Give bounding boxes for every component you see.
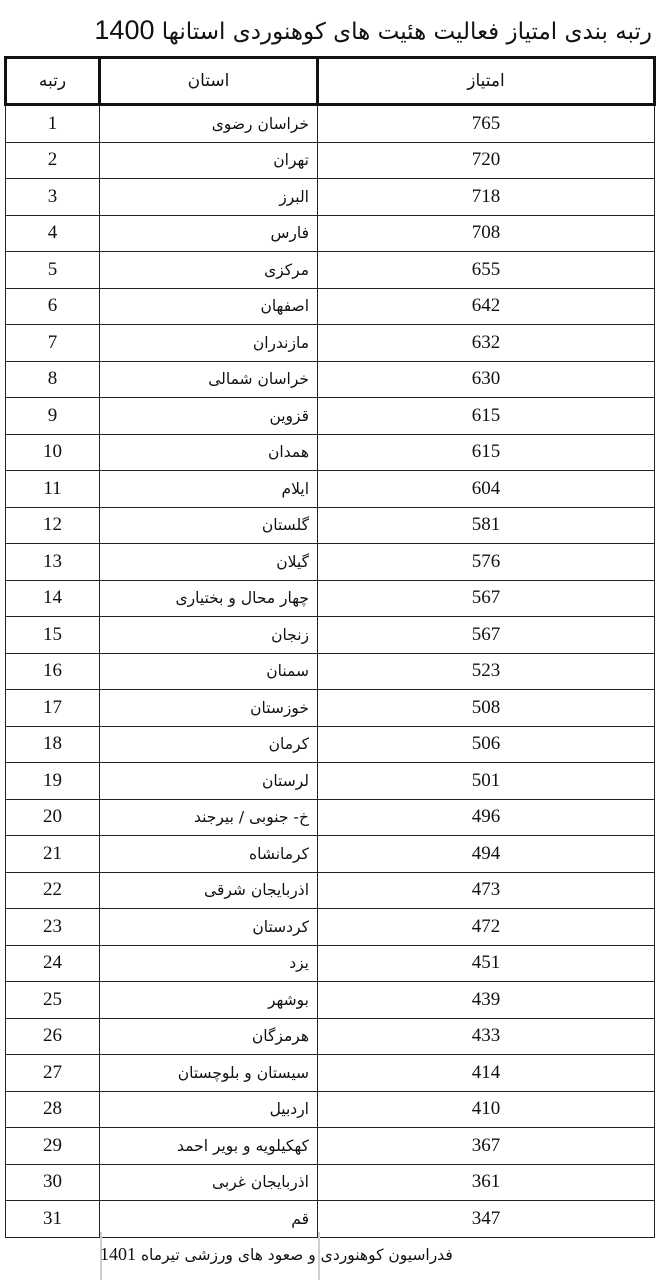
score-cell: 347 <box>318 1201 655 1238</box>
table-row <box>6 1055 655 1092</box>
score-cell: 439 <box>318 982 655 1019</box>
table-row <box>6 361 655 398</box>
rank-cell: 5 <box>6 252 100 289</box>
table-body <box>6 105 655 1238</box>
score-cell: 451 <box>318 945 655 982</box>
score-cell: 472 <box>318 909 655 946</box>
rank-cell: 31 <box>6 1201 100 1238</box>
score-cell: 567 <box>318 617 655 654</box>
score-cell: 508 <box>318 690 655 727</box>
score-cell: 576 <box>318 544 655 581</box>
province-cell: قزوین <box>100 398 318 435</box>
province-cell: گیلان <box>100 544 318 581</box>
province-cell: خراسان رضوی <box>100 105 318 143</box>
province-cell: زنجان <box>100 617 318 654</box>
rank-cell: 23 <box>6 909 100 946</box>
rank-cell: 28 <box>6 1091 100 1128</box>
province-cell: کرمانشاه <box>100 836 318 873</box>
rank-cell: 1 <box>6 105 100 143</box>
province-cell: مرکزی <box>100 252 318 289</box>
rank-cell: 18 <box>6 726 100 763</box>
rank-cell: 17 <box>6 690 100 727</box>
table-row <box>6 1091 655 1128</box>
province-cell: چهار محال و بختیاری <box>100 580 318 617</box>
score-cell: 604 <box>318 471 655 508</box>
rank-cell: 21 <box>6 836 100 873</box>
table-row <box>6 617 655 654</box>
score-cell: 361 <box>318 1164 655 1201</box>
score-cell: 410 <box>318 1091 655 1128</box>
rank-cell: 20 <box>6 799 100 836</box>
table-row <box>6 580 655 617</box>
province-cell: فارس <box>100 215 318 252</box>
table-row <box>6 1018 655 1055</box>
province-cell: کردستان <box>100 909 318 946</box>
province-cell: قم <box>100 1201 318 1238</box>
score-cell: 632 <box>318 325 655 362</box>
score-cell: 642 <box>318 288 655 325</box>
table-row <box>6 398 655 435</box>
province-cell: یزد <box>100 945 318 982</box>
table-row <box>6 142 655 179</box>
table-row <box>6 1128 655 1165</box>
score-cell: 496 <box>318 799 655 836</box>
table-header-row <box>6 58 655 105</box>
rank-cell: 29 <box>6 1128 100 1165</box>
province-cell: خراسان شمالی <box>100 361 318 398</box>
rank-cell: 26 <box>6 1018 100 1055</box>
province-cell: اردبیل <box>100 1091 318 1128</box>
province-cell: اصفهان <box>100 288 318 325</box>
rank-cell: 27 <box>6 1055 100 1092</box>
province-cell: سیستان و بلوچستان <box>100 1055 318 1092</box>
table-row <box>6 909 655 946</box>
page-title <box>8 12 652 48</box>
rank-cell: 16 <box>6 653 100 690</box>
score-cell: 473 <box>318 872 655 909</box>
header-rank: رتبه <box>6 58 100 105</box>
table-row <box>6 726 655 763</box>
province-cell: کهکیلویه و بویر احمد <box>100 1128 318 1165</box>
rank-cell: 11 <box>6 471 100 508</box>
table-row <box>6 982 655 1019</box>
province-cell: بوشهر <box>100 982 318 1019</box>
score-cell: 506 <box>318 726 655 763</box>
province-cell: مازندران <box>100 325 318 362</box>
rank-cell: 25 <box>6 982 100 1019</box>
rank-cell: 12 <box>6 507 100 544</box>
table-row <box>6 799 655 836</box>
table-row <box>6 179 655 216</box>
score-cell: 523 <box>318 653 655 690</box>
table-row <box>6 945 655 982</box>
province-cell: اذربایجان غربی <box>100 1164 318 1201</box>
rank-cell: 6 <box>6 288 100 325</box>
rank-cell: 22 <box>6 872 100 909</box>
rank-cell: 24 <box>6 945 100 982</box>
score-cell: 414 <box>318 1055 655 1092</box>
footer-text: فدراسیون کوهنوردی و صعود های ورزشی تیرماه <box>140 1246 453 1264</box>
score-cell: 581 <box>318 507 655 544</box>
table-row <box>6 690 655 727</box>
rank-cell: 3 <box>6 179 100 216</box>
province-cell: تهران <box>100 142 318 179</box>
score-cell: 708 <box>318 215 655 252</box>
rank-cell: 13 <box>6 544 100 581</box>
table-row <box>6 507 655 544</box>
province-cell: البرز <box>100 179 318 216</box>
table-row <box>6 215 655 252</box>
province-cell: خوزستان <box>100 690 318 727</box>
table-row <box>6 544 655 581</box>
score-cell: 655 <box>318 252 655 289</box>
score-cell: 615 <box>318 398 655 435</box>
province-cell: ایلام <box>100 471 318 508</box>
score-cell: 367 <box>318 1128 655 1165</box>
rank-cell: 4 <box>6 215 100 252</box>
rank-cell: 10 <box>6 434 100 471</box>
table-row <box>6 252 655 289</box>
table-row <box>6 653 655 690</box>
score-cell: 615 <box>318 434 655 471</box>
title-year: 1400 <box>94 15 155 45</box>
title-text: رتبه بندی امتیاز فعالیت هئیت های کوهنوردی استانها <box>161 19 652 45</box>
table-row <box>6 105 655 143</box>
province-cell: کرمان <box>100 726 318 763</box>
rank-cell: 9 <box>6 398 100 435</box>
table-row <box>6 872 655 909</box>
score-cell: 494 <box>318 836 655 873</box>
table-row <box>6 434 655 471</box>
table-row <box>6 1201 655 1238</box>
province-cell: خ- جنوبی / بیرجند <box>100 799 318 836</box>
score-cell: 567 <box>318 580 655 617</box>
province-cell: هرمزگان <box>100 1018 318 1055</box>
footer-year: 1401 <box>100 1244 136 1264</box>
header-score: امتیاز <box>318 58 655 105</box>
table-row <box>6 288 655 325</box>
province-cell: سمنان <box>100 653 318 690</box>
province-cell: گلستان <box>100 507 318 544</box>
score-cell: 718 <box>318 179 655 216</box>
score-cell: 720 <box>318 142 655 179</box>
score-cell: 501 <box>318 763 655 800</box>
rank-cell: 7 <box>6 325 100 362</box>
ranking-table <box>4 56 656 1238</box>
province-cell: همدان <box>100 434 318 471</box>
rank-cell: 15 <box>6 617 100 654</box>
rank-cell: 8 <box>6 361 100 398</box>
province-cell: لرستان <box>100 763 318 800</box>
table-row <box>6 1164 655 1201</box>
table-row <box>6 763 655 800</box>
score-cell: 433 <box>318 1018 655 1055</box>
province-cell: اذربایجان شرقی <box>100 872 318 909</box>
header-province: استان <box>100 58 318 105</box>
score-cell: 630 <box>318 361 655 398</box>
rank-cell: 14 <box>6 580 100 617</box>
rank-cell: 19 <box>6 763 100 800</box>
score-cell: 765 <box>318 105 655 143</box>
footer-caption <box>100 1236 520 1272</box>
table-row <box>6 325 655 362</box>
rank-cell: 2 <box>6 142 100 179</box>
rank-cell: 30 <box>6 1164 100 1201</box>
table-row <box>6 471 655 508</box>
table-row <box>6 836 655 873</box>
